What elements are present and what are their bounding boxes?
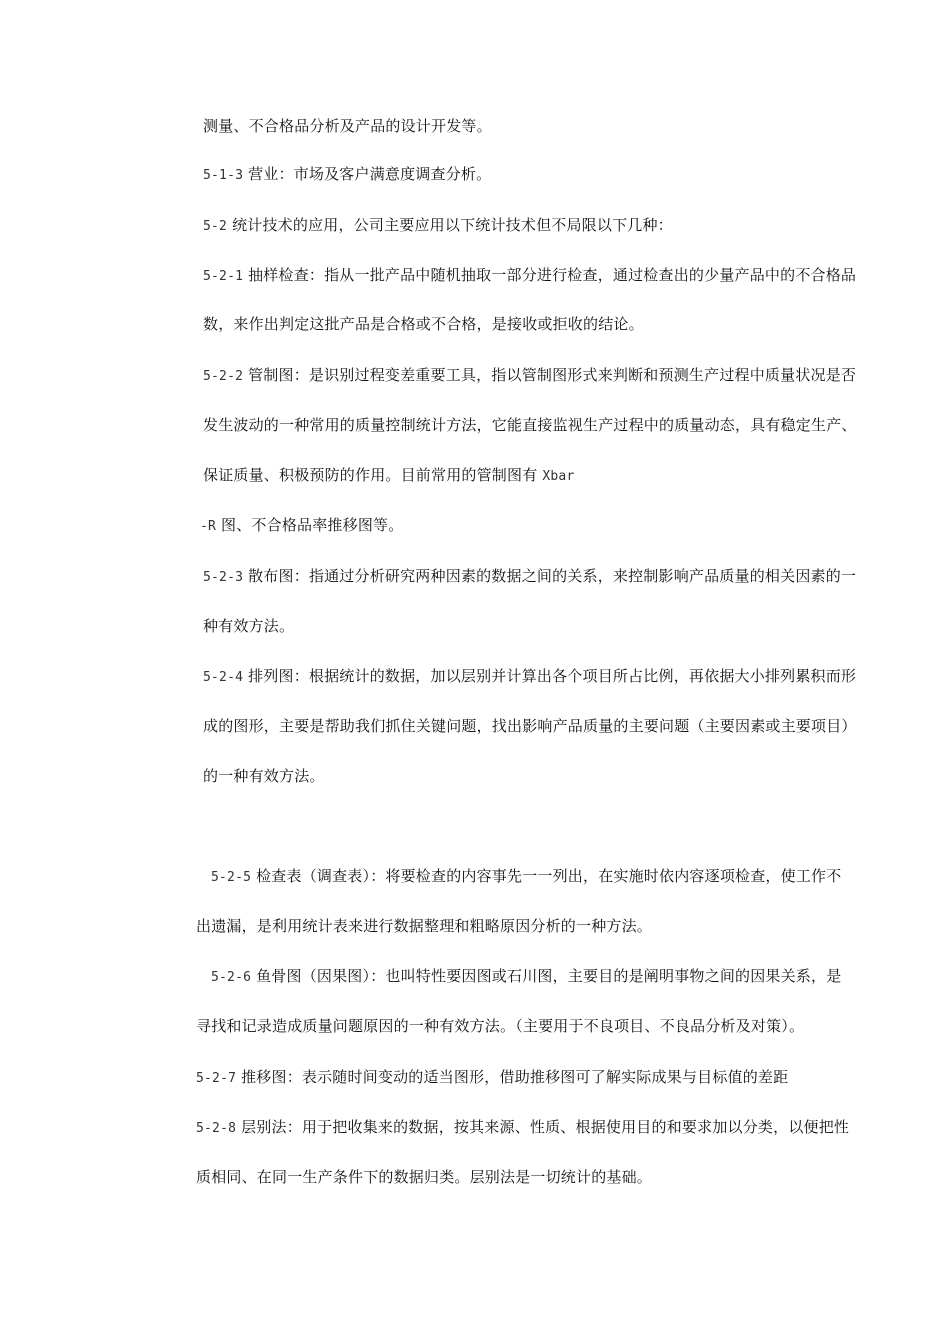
text-line: 5-2-6 鱼骨图（因果图）：也叫特性要因图或石川图，主要目的是阐明事物之间的因果关系，是 — [211, 967, 842, 985]
text-line: -R 图、不合格品率推移图等。 — [200, 516, 404, 534]
text-line: 出遗漏，是利用统计表来进行数据整理和粗略原因分析的一种方法。 — [196, 917, 653, 935]
text-line: 5-1-3 营业：市场及客户满意度调查分析。 — [203, 165, 492, 183]
text-line: 5-2-3 散布图：指通过分析研究两种因素的数据之间的关系，来控制影响产品质量的相关因素的一 — [203, 567, 857, 585]
text-line: 5-2-7 推移图：表示随时间变动的适当图形，借助推移图可了解实际成果与目标值的差距 — [196, 1068, 789, 1086]
text-line: 5-2-8 层别法：用于把收集来的数据，按其来源、性质、根据使用目的和要求加以分类，以便把性 — [196, 1118, 850, 1136]
text-line: 种有效方法。 — [203, 617, 295, 635]
text-line: 5-2-2 管制图：是识别过程变差重要工具，指以管制图形式来判断和预测生产过程中质量状况是否 — [203, 366, 857, 384]
text-line: 成的图形，主要是帮助我们抓住关键问题，找出影响产品质量的主要问题（主要因素或主要项目） — [203, 717, 857, 735]
text-line: 的一种有效方法。 — [203, 767, 325, 785]
text-line: 寻找和记录造成质量问题原因的一种有效方法。（主要用于不良项目、不良品分析及对策）。 — [196, 1017, 805, 1035]
text-line: 数，来作出判定这批产品是合格或不合格，是接收或拒收的结论。 — [203, 315, 644, 333]
text-line: 发生波动的一种常用的质量控制统计方法，它能直接监视生产过程中的质量动态，具有稳定生产、 — [203, 416, 857, 434]
text-line: 测量、不合格品分析及产品的设计开发等。 — [203, 117, 492, 135]
text-line: 保证质量、积极预防的作用。目前常用的管制图有 Xbar — [203, 466, 575, 484]
text-line: 5-2-5 检查表（调查表）：将要检查的内容事先一一列出，在实施时依内容逐项检查，使工作不 — [211, 867, 842, 885]
text-line: 5-2-1 抽样检查：指从一批产品中随机抽取一部分进行检查，通过检查出的少量产品中的不合格品 — [203, 266, 857, 284]
text-line: 质相同、在同一生产条件下的数据归类。层别法是一切统计的基础。 — [196, 1168, 653, 1186]
text-line: 5-2 统计技术的应用，公司主要应用以下统计技术但不局限以下几种： — [203, 216, 673, 234]
text-line: 5-2-4 排列图：根据统计的数据，加以层别并计算出各个项目所占比例，再依据大小排列累积而形 — [203, 667, 857, 685]
